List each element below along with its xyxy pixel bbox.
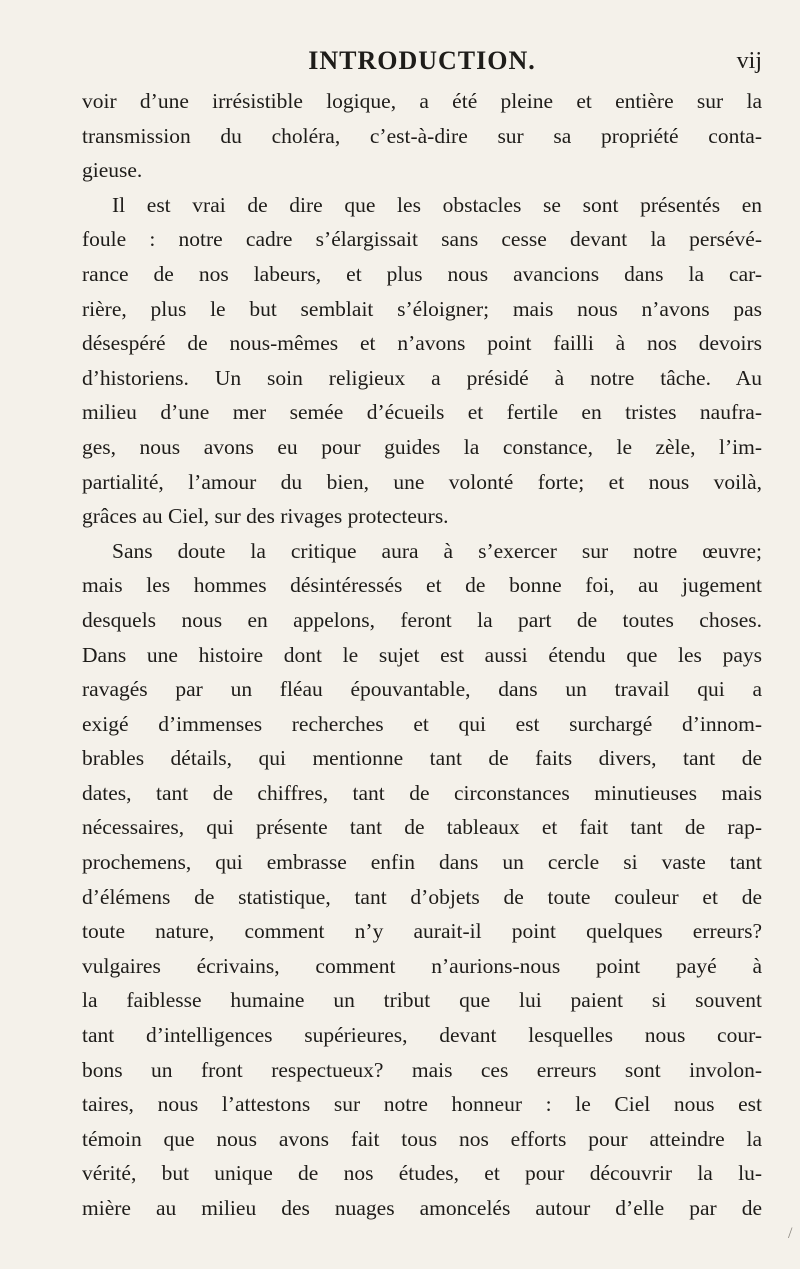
text-line: rière, plus le but semblait s’éloigner; mais nous n’avons pas (82, 296, 762, 321)
text-line: desquels nous en appelons, feront la part de toutes choses. (82, 607, 762, 632)
text-line: d’élémens de statistique, tant d’objets de toute couleur et de (82, 884, 762, 909)
page-speck: / (788, 1225, 793, 1242)
text-line: taires, nous l’attestons sur notre honneur : le Ciel nous est (82, 1092, 762, 1117)
body-text (82, 84, 762, 1226)
text-line: brables détails, qui mentionne tant de faits divers, tant de (82, 746, 762, 771)
text-line: bons un front respectueux? mais ces erreurs sont involon- (82, 1057, 762, 1082)
text-line: vulgaires écrivains, comment n’aurions-nous point payé à (82, 953, 762, 978)
text-line: grâces au Ciel, sur des rivages protecteurs. (82, 504, 449, 529)
text-line: Il est vrai de dire que les obstacles se sont présentés en (112, 192, 762, 217)
text-line: désespéré de nous-mêmes et n’avons point failli à nos devoirs (82, 331, 762, 356)
text-line: tant d’intelligences supérieures, devant lesquelles nous cour- (82, 1023, 762, 1048)
text-line: milieu d’une mer semée d’écueils et fertile en tristes naufra- (82, 400, 762, 425)
text-line: mais les hommes désintéressés et de bonne foi, au jugement (82, 573, 762, 598)
text-line: vérité, but unique de nos études, et pour découvrir la lu- (82, 1161, 762, 1186)
page-number: vij (736, 48, 762, 74)
text-line: témoin que nous avons fait tous nos efforts pour atteindre la (82, 1126, 762, 1151)
text-line: d’historiens. Un soin religieux a présidé à notre tâche. Au (82, 365, 762, 390)
text-line: rance de nos labeurs, et plus nous avancions dans la car- (82, 261, 762, 286)
running-title: INTRODUCTION. (308, 46, 536, 75)
text-line: nécessaires, qui présente tant de tableaux et fait tant de rap- (82, 815, 762, 840)
text-line: la faiblesse humaine un tribut que lui paient si souvent (82, 988, 762, 1013)
text-line: transmission du choléra, c’est-à-dire sur sa propriété conta- (82, 123, 762, 148)
text-line: dates, tant de chiffres, tant de circonstances minutieuses mais (82, 780, 762, 805)
running-head (82, 46, 762, 80)
text-line: gieuse. (82, 158, 143, 183)
text-line: voir d’une irrésistible logique, a été pleine et entière sur la (82, 89, 762, 113)
text-line: ravagés par un fléau épouvantable, dans un travail qui a (82, 677, 762, 702)
text-line: Sans doute la critique aura à s’exercer sur notre œuvre; (112, 538, 762, 563)
text-line: ges, nous avons eu pour guides la constance, le zèle, l’im- (82, 434, 762, 459)
text-line: toute nature, comment n’y aurait-il point quelques erreurs? (82, 919, 762, 944)
text-line: partialité, l’amour du bien, une volonté forte; et nous voilà, (82, 469, 762, 494)
text-line: Dans une histoire dont le sujet est aussi étendu que les pays (82, 642, 762, 667)
text-line: mière au milieu des nuages amoncelés autour d’elle par de (82, 1196, 762, 1220)
text-line: foule : notre cadre s’élargissait sans cesse devant la persévé- (82, 227, 762, 252)
text-line: prochemens, qui embrasse enfin dans un cercle si vaste tant (82, 850, 762, 875)
text-line: exigé d’immenses recherches et qui est surchargé d’innom- (82, 711, 762, 736)
